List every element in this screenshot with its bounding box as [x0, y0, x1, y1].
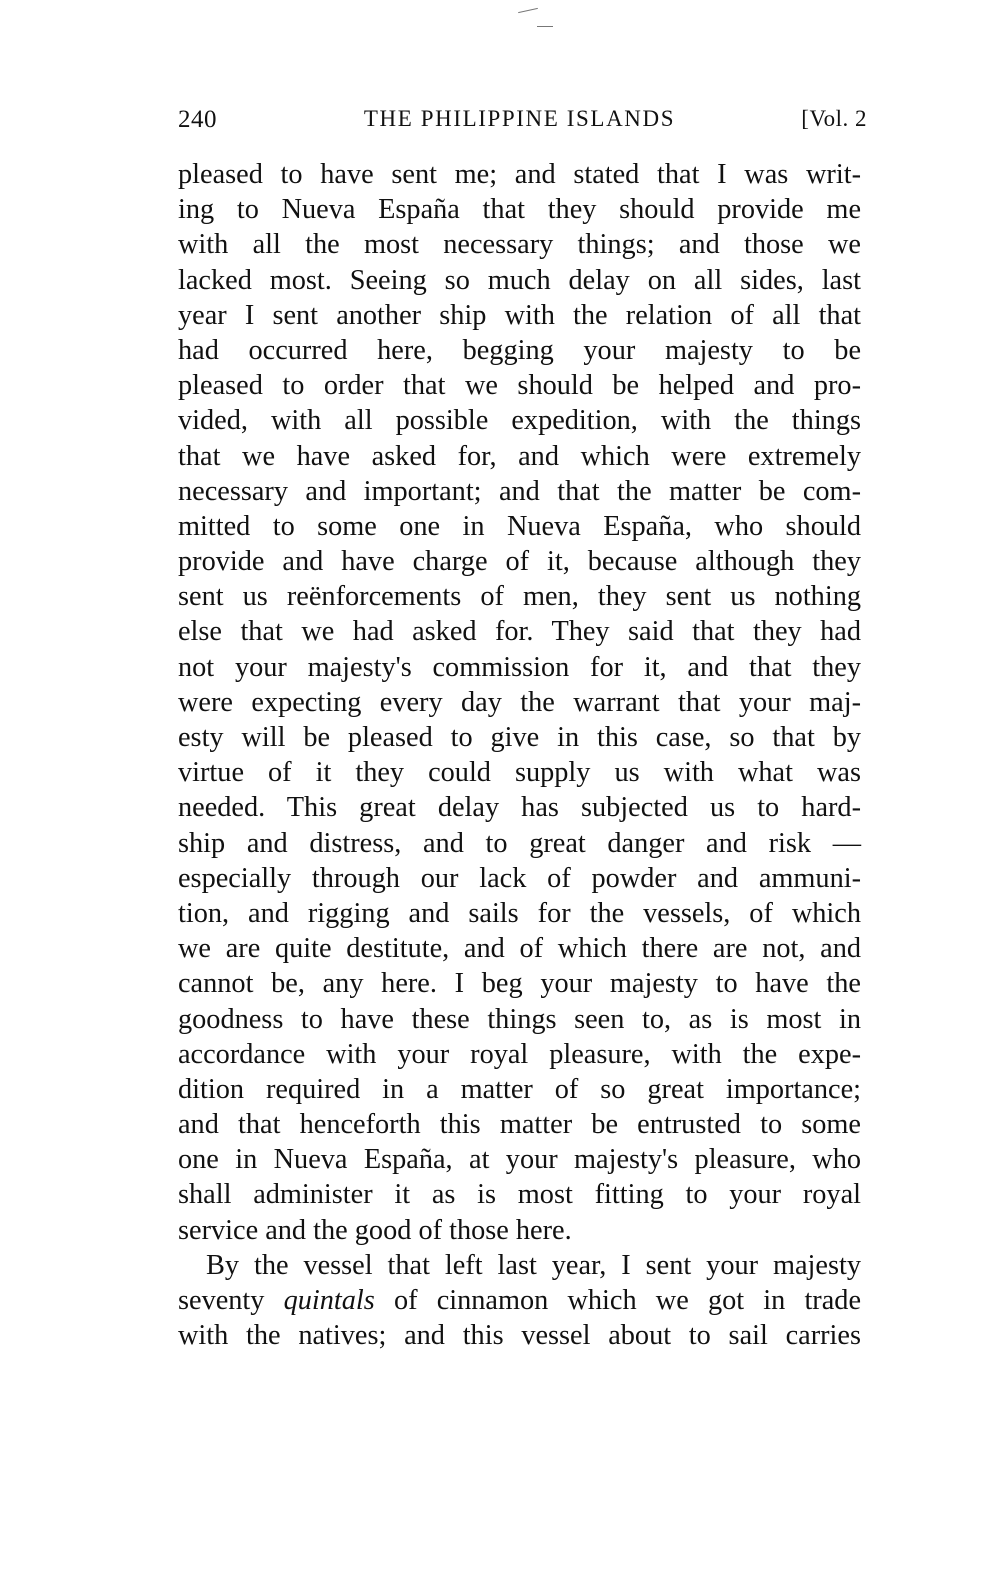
text-line: accordance with your royal pleasure, with the expe- — [178, 1038, 861, 1070]
text-line: provide and have charge of it, because although they — [178, 546, 861, 578]
text-line: especially through our lack of powder and ammuni- — [178, 862, 861, 894]
running-title: THE PHILIPPINE ISLANDS — [363, 106, 676, 131]
text-line: we are quite destitute, and of which there are not, and — [178, 933, 861, 965]
text-run: seventy — [178, 1285, 284, 1316]
body-text — [178, 157, 861, 1353]
text-line: goodness to have these things seen to, as is most in — [178, 1003, 861, 1035]
paragraph — [178, 157, 861, 1248]
text-line: and that henceforth this matter be entrusted to some — [178, 1109, 861, 1141]
italic-term: quintals — [283, 1285, 375, 1316]
text-line: year I sent another ship with the relation of all that — [178, 299, 861, 331]
text-line: service and the good of those here. — [178, 1214, 572, 1246]
text-line: with the natives; and this vessel about to sail carries — [178, 1320, 861, 1352]
text-line: virtue of it they could supply us with what was — [178, 757, 861, 789]
text-line: shall administer it as is most fitting to your royal — [178, 1179, 861, 1211]
text-line: with all the most necessary things; and those we — [178, 229, 861, 261]
text-line: were expecting every day the warrant that your maj- — [178, 686, 861, 718]
scan-mark — [537, 26, 553, 27]
page-number: 240 — [178, 106, 217, 133]
text-line: lacked most. Seeing so much delay on all sides, last — [178, 264, 861, 296]
text-line: not your majesty's commission for it, and that they — [178, 651, 861, 683]
text-line: had occurred here, begging your majesty to be — [178, 334, 861, 366]
text-line: vided, with all possible expedition, with the things — [178, 405, 861, 437]
text-line: mitted to some one in Nueva España, who should — [178, 510, 861, 542]
text-line: tion, and rigging and sails for the vessels, of which — [178, 897, 861, 929]
text-line: ship and distress, and to great danger and risk — — [178, 827, 861, 859]
text-line: dition required in a matter of so great importance; — [178, 1073, 861, 1105]
text-line — [178, 1283, 861, 1318]
text-line: esty will be pleased to give in this case, so that by — [178, 722, 861, 753]
text-run: of cinnamon which we got in trade — [374, 1285, 861, 1316]
text-line: else that we had asked for. They said that they had — [178, 616, 861, 648]
text-line: needed. This great delay has subjected us to hard- — [178, 792, 861, 824]
volume-label: [Vol. 2 — [801, 106, 867, 131]
scan-mark — [518, 8, 538, 13]
running-header — [178, 100, 867, 136]
text-line: cannot be, any here. I beg your majesty to have the — [178, 968, 861, 1000]
text-line: sent us reënforcements of men, they sent us nothing — [178, 581, 861, 613]
text-line: one in Nueva España, at your majesty's pleasure, who — [178, 1144, 861, 1176]
text-line: that we have asked for, and which were extremely — [178, 440, 861, 472]
text-line: pleased to have sent me; and stated that I was writ- — [178, 159, 861, 190]
paragraph — [178, 1248, 861, 1354]
text-line: necessary and important; and that the matter be com- — [178, 475, 861, 507]
text-line: ing to Nueva España that they should provide me — [178, 194, 861, 226]
text-line: pleased to order that we should be helped and pro- — [178, 370, 861, 402]
text-line: By the vessel that left last year, I sent your majesty — [206, 1249, 861, 1281]
